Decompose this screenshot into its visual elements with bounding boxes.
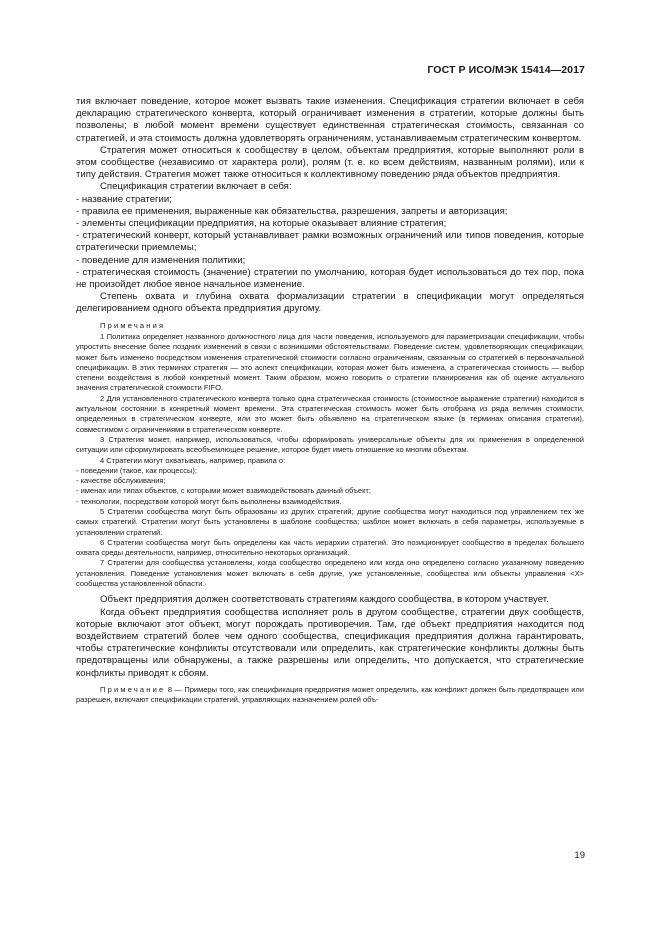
list-item: - поведении (такое, как процессы); <box>76 465 198 475</box>
list-item: - качестве обслуживания; <box>76 476 166 486</box>
page-number: 19 <box>574 850 585 861</box>
note-3: 3 Стратегия может, например, использоваться, чтобы сформировать универсальные объекты для их применения в определенной ситуации или сформулировать всеобъемлющее решение, которое будет иметь отношение ко многим объектам. <box>76 434 584 455</box>
list-item: - технологии, посредством которой могут быть выполнены взаимодействия. <box>76 496 342 506</box>
notes-title: Примечания <box>100 320 166 330</box>
list-item: - поведение для изменения политики; <box>76 254 246 266</box>
note-8-text: 8 — Примеры того, как спецификация предприятия может определить, как конфликт должен быть предотвращен или разрешен, включают спецификации стратегий, управляющих назначением ролей объ- <box>76 684 584 705</box>
paragraph-delegation: Степень охвата и глубина охвата формализации стратегии в спецификации могут определяться делегированием одного объекта предприятия другому. <box>76 291 584 315</box>
note-6: 6 Стратегии сообщества могут быть определены как часть иерархии стратегий. Это позиционирует сообщество в пределах большего охвата среды деятельности, например, относительно некоторых организаций. <box>76 537 584 558</box>
note-4: 4 Стратегии могут охватывать, например, правила о: <box>100 455 286 465</box>
paragraph-continuation: тия включает поведение, которое может вызвать такие изменения. Спецификация стратегии включает в себя декларацию стратегического конверта, который ограничивает изменения в стратегии, которые должны быть позволены; в любой момент времени существует единственная стратегическая стоимость, связанная со стратегией, и эта стоимость должна удовлетворять ограничениям, устанавливаемым стратегическим конвертом. <box>76 96 584 144</box>
paragraph-conflicts: Когда объект предприятия сообщества исполняет роль в другом сообществе, стратегии двух сообществ, которые включают этот объект, могут порождать противоречия. Там, где объект предприятия находится под воздействием стратегий более чем одного сообщества, спецификация предприятия должна гарантировать, чтобы стратегические конфликты отсутствовали или определить, как стратегические конфликты должны быть предотвращены или обнаружены, а также разрешены или определить, что допускается, что стратегические конфликты приводят к сбоям. <box>76 606 584 679</box>
note-5: 5 Стратегии сообщества могут быть образованы из других стратегий; другие сообщества могут находиться под управлением тех же самых стратегий. Стратегии могут быть установлены в шаблоне сообщества; шаблон может включать в себя параметры, используемые в установлении стратегий. <box>76 507 584 537</box>
list-item: - стратегический конверт, который устанавливает рамки возможных ограничений или типов поведения, которые стратегически приемлемы; <box>76 230 584 254</box>
list-item: - стратегическая стоимость (значение) стратегии по умолчанию, которая будет использоваться до тех пор, пока не произойдет любое явное начальное изменение. <box>76 266 584 291</box>
page-body <box>76 96 584 705</box>
list-item: - название стратегии; <box>76 193 172 205</box>
note-8-prefix: Примечание <box>100 684 166 694</box>
paragraph-conformance: Объект предприятия должен соответствовать стратегиям каждого сообщества, в котором участвует. <box>100 594 549 606</box>
standard-header: ГОСТ Р ИСО/МЭК 15414—2017 <box>427 64 585 76</box>
note-2: 2 Для установленного стратегического конверта только одна стратегическая стоимость (стоимостное выражение стратегии) находится в актуальном состоянии в конкретный момент времени. Эта стратегическая стоимость может быть отобрана из ряда величин стоимости, определенных в стратегическом конверте, или это может быть объявлено на стратегическом языке (в терминах описания стратегии), совместимом с ограничениями в стратегическом конверте. <box>76 393 584 434</box>
list-item: - элементы спецификации предприятия, на которые оказывает влияние стратегия; <box>76 218 447 230</box>
spec-list <box>76 194 584 292</box>
paragraph-spec-intro: Спецификация стратегии включает в себя: <box>100 181 292 193</box>
list-item: - правила ее применения, выраженные как обязательства, разрешения, запреты и авторизация; <box>76 205 508 217</box>
note-7: 7 Стратегии для сообщества установлены, когда сообщество определено или когда оно определено согласно указанному поведению установления. Поведение установления может включать в себя другие, уже установленные, сообщества или объекты управления <X> сообщества установленной области.· <box>76 558 584 589</box>
paragraph-strategy-scope: Стратегия может относиться к сообществу в целом, объектам предприятия, которые выполняют роли в этом сообществе (независимо от характера роли), ролям (т. е. ко всем действиям, названным ролями), или к типу действия. Стратегия может также относиться к коллективному поведению ряда объектов предприятия. <box>76 144 584 181</box>
note-1: 1 Политика определяет названного должностного лица для части поведения, используемого для параметризации спецификации, чтобы упростить внесение более поздних изменений в связи с возникшими обстоятельствами. Поведение систем, удовлетворяющих спецификации, может быть изменено посредством изменения стратегической стоимости согласно ограничениям, связанным со стратегией в первоначальной спецификации. В этих терминах стратегия — это аспект спецификации, которая может быть изменена, а стратегическая стоимость — выбор степени воздействия в любой конкретный момент. Таким образом, можно говорить о стратегии планирования как об оценке актуального значения стратегической стоимости FIFO. <box>76 331 584 393</box>
note-8 <box>76 685 584 706</box>
note4-list <box>76 466 584 507</box>
list-item: - именах или типах объектов, с которыми может взаимодействовать данный объект; <box>76 486 371 496</box>
